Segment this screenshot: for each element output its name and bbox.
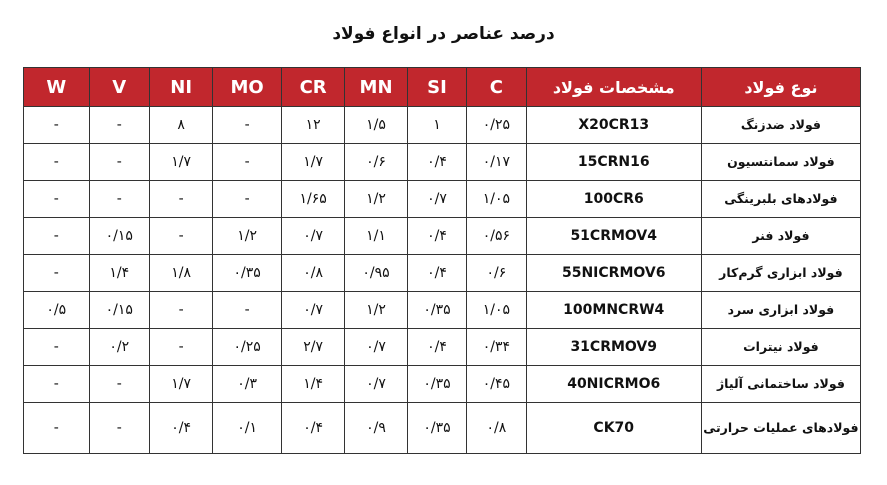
cell-c: ۰/۳۴ [467, 329, 526, 366]
cell-si: ۰/۴ [407, 218, 466, 255]
cell-mo: - [213, 181, 281, 218]
cell-mo: - [213, 107, 281, 144]
cell-w: - [24, 181, 90, 218]
cell-ni: - [149, 329, 212, 366]
table-row [24, 292, 861, 329]
header-c: C [467, 68, 526, 107]
cell-steel-type: فولاد ساختمانی آلیاژ [701, 366, 860, 403]
cell-mo: ۰/۳۵ [213, 255, 281, 292]
cell-steel-type: فولاد ابزاری گرم‌کار [701, 255, 860, 292]
cell-cr: ۱/۷ [281, 144, 344, 181]
cell-cr: ۰/۸ [281, 255, 344, 292]
cell-cr: ۱۲ [281, 107, 344, 144]
cell-mo: ۰/۱ [213, 403, 281, 454]
cell-mn: ۱/۵ [345, 107, 407, 144]
cell-steel-spec: CK70 [526, 403, 701, 454]
cell-mo: ۰/۲۵ [213, 329, 281, 366]
steel-composition-table [23, 67, 861, 454]
cell-ni: ۰/۴ [149, 403, 212, 454]
header-w: W [24, 68, 90, 107]
cell-c: ۰/۲۵ [467, 107, 526, 144]
cell-steel-type: فولاد ضدزنگ [701, 107, 860, 144]
cell-c: ۰/۱۷ [467, 144, 526, 181]
cell-steel-spec: 40NICRMO6 [526, 366, 701, 403]
cell-cr: ۱/۶۵ [281, 181, 344, 218]
cell-v: ۱/۴ [89, 255, 149, 292]
header-mo: MO [213, 68, 281, 107]
cell-v: ۰/۱۵ [89, 218, 149, 255]
cell-c: ۰/۴۵ [467, 366, 526, 403]
table-row [24, 255, 861, 292]
cell-si: ۰/۴ [407, 255, 466, 292]
cell-si: ۰/۴ [407, 329, 466, 366]
cell-w: - [24, 329, 90, 366]
cell-v: - [89, 181, 149, 218]
table-title: درصد عناصر در انواع فولاد [332, 24, 555, 44]
header-mn: MN [345, 68, 407, 107]
table-header [24, 68, 861, 107]
cell-mn: ۰/۶ [345, 144, 407, 181]
cell-v: - [89, 107, 149, 144]
cell-cr: ۰/۴ [281, 403, 344, 454]
cell-mn: ۰/۹۵ [345, 255, 407, 292]
cell-w: - [24, 255, 90, 292]
cell-c: ۱/۰۵ [467, 292, 526, 329]
cell-ni: ۸ [149, 107, 212, 144]
header-si: SI [407, 68, 466, 107]
header-row [24, 68, 861, 107]
cell-cr: ۰/۷ [281, 292, 344, 329]
cell-v: - [89, 403, 149, 454]
cell-si: ۰/۳۵ [407, 366, 466, 403]
cell-cr: ۲/۷ [281, 329, 344, 366]
cell-ni: - [149, 292, 212, 329]
cell-mn: ۱/۲ [345, 181, 407, 218]
cell-mo: - [213, 144, 281, 181]
cell-steel-spec: 55NICRMOV6 [526, 255, 701, 292]
cell-mo: - [213, 292, 281, 329]
table-body [24, 107, 861, 454]
cell-mo: ۱/۲ [213, 218, 281, 255]
cell-steel-spec: X20CR13 [526, 107, 701, 144]
table-row [24, 366, 861, 403]
cell-steel-type: فولادهای بلبرینگی [701, 181, 860, 218]
cell-si: ۱ [407, 107, 466, 144]
cell-mn: ۰/۹ [345, 403, 407, 454]
cell-w: - [24, 366, 90, 403]
cell-steel-spec: 51CRMOV4 [526, 218, 701, 255]
cell-si: ۰/۷ [407, 181, 466, 218]
cell-steel-spec: 15CRN16 [526, 144, 701, 181]
cell-steel-spec: 31CRMOV9 [526, 329, 701, 366]
cell-c: ۰/۵۶ [467, 218, 526, 255]
cell-cr: ۱/۴ [281, 366, 344, 403]
cell-si: ۰/۳۵ [407, 292, 466, 329]
cell-steel-type: فولاد فنر [701, 218, 860, 255]
cell-w: ۰/۵ [24, 292, 90, 329]
cell-v: ۰/۲ [89, 329, 149, 366]
table-row [24, 144, 861, 181]
cell-steel-type: فولاد سمانتسیون [701, 144, 860, 181]
cell-ni: ۱/۷ [149, 144, 212, 181]
cell-steel-type: فولاد نیترات [701, 329, 860, 366]
cell-c: ۰/۶ [467, 255, 526, 292]
table-row [24, 403, 861, 454]
cell-mn: ۱/۱ [345, 218, 407, 255]
cell-ni: - [149, 218, 212, 255]
cell-c: ۰/۸ [467, 403, 526, 454]
cell-ni: ۱/۸ [149, 255, 212, 292]
cell-steel-type: فولاد ابزاری سرد [701, 292, 860, 329]
table-row [24, 107, 861, 144]
cell-v: - [89, 144, 149, 181]
cell-w: - [24, 403, 90, 454]
cell-w: - [24, 218, 90, 255]
cell-c: ۱/۰۵ [467, 181, 526, 218]
header-ni: NI [149, 68, 212, 107]
table-row [24, 218, 861, 255]
cell-si: ۰/۴ [407, 144, 466, 181]
table-row [24, 329, 861, 366]
cell-v: - [89, 366, 149, 403]
cell-steel-spec: 100CR6 [526, 181, 701, 218]
cell-steel-spec: 100MNCRW4 [526, 292, 701, 329]
cell-mn: ۱/۲ [345, 292, 407, 329]
cell-ni: ۱/۷ [149, 366, 212, 403]
cell-ni: - [149, 181, 212, 218]
cell-v: ۰/۱۵ [89, 292, 149, 329]
cell-steel-type: فولادهای عملیات حرارتی [701, 403, 860, 454]
header-v: V [89, 68, 149, 107]
cell-w: - [24, 144, 90, 181]
cell-si: ۰/۳۵ [407, 403, 466, 454]
header-cr: CR [281, 68, 344, 107]
cell-cr: ۰/۷ [281, 218, 344, 255]
cell-w: - [24, 107, 90, 144]
table-row [24, 181, 861, 218]
cell-mo: ۰/۳ [213, 366, 281, 403]
header-steel-type: نوع فولاد [701, 68, 860, 107]
header-steel-spec: مشخصات فولاد [526, 68, 701, 107]
cell-mn: ۰/۷ [345, 329, 407, 366]
cell-mn: ۰/۷ [345, 366, 407, 403]
